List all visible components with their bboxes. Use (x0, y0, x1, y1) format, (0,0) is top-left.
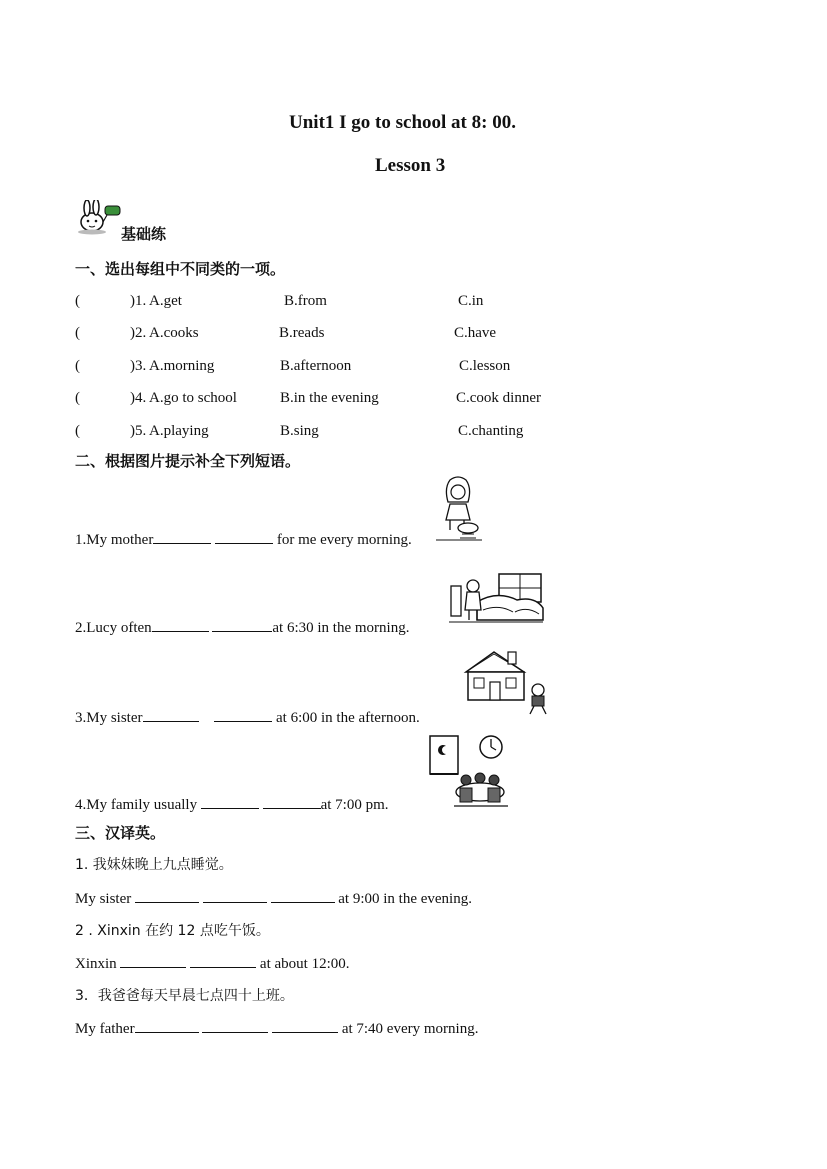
item-2-prefix: 2.Lucy often (75, 620, 152, 636)
row-1-number: )1. (130, 293, 147, 309)
translation-3-prefix: My father (75, 1021, 135, 1037)
item-2-suffix: at 6:30 in the morning. (272, 620, 410, 636)
row-3-option-a: A.morning (149, 358, 215, 374)
row-2-paren: ( (75, 325, 80, 341)
item-1-blank-1[interactable] (153, 529, 211, 544)
translation-1-suffix: at 9:00 in the evening. (334, 891, 472, 907)
row-4-paren: ( (75, 390, 80, 406)
row-1-option-c: C.in (458, 293, 484, 309)
translation-3-prompt: 3．我爸爸每天早晨七点四十上班。 (75, 988, 294, 1004)
girl-cooking-picture (436, 476, 482, 542)
translation-2-blank-2[interactable] (190, 953, 256, 968)
rabbit-mascot-icon (74, 200, 122, 236)
translation-1-prompt: 1. 我妹妹晚上九点睡觉。 (75, 857, 233, 873)
row-2-option-b: B.reads (279, 325, 325, 341)
row-4-option-b: B.in the evening (280, 390, 379, 406)
family-dinner-picture (426, 732, 510, 810)
row-3-paren: ( (75, 358, 80, 374)
translation-2-suffix: at about 12:00. (256, 956, 350, 972)
row-4-number: )4. (130, 390, 147, 406)
row-3-number: )3. (130, 358, 147, 374)
section-2-heading: 二、根据图片提示补全下列短语。 (75, 452, 301, 470)
item-3-prefix: 3.My sister (75, 710, 143, 726)
translation-1-blank-3[interactable] (271, 888, 335, 903)
item-4-prefix: 4.My family usually (75, 797, 201, 813)
translation-3-suffix: at 7:40 every morning. (338, 1021, 479, 1037)
translation-1-blank-1[interactable] (135, 888, 199, 903)
item-4-suffix: at 7:00 pm. (320, 797, 389, 813)
row-2-option-c: C.have (454, 325, 497, 341)
row-2-number: )2. (130, 325, 147, 341)
translation-3-blank-3[interactable] (272, 1018, 338, 1033)
translation-2-answer (75, 953, 350, 973)
item-2-blank-2[interactable] (212, 617, 272, 632)
girl-getting-up-picture (447, 572, 545, 624)
row-5-option-a: A.playing (149, 423, 209, 439)
item-1-prefix: 1.My mother (75, 532, 154, 548)
row-5-option-c: C.chanting (458, 423, 524, 439)
picture-item-1 (75, 529, 412, 549)
translation-3-answer (75, 1018, 478, 1038)
row-5-number: )5. (130, 423, 147, 439)
item-2-blank-1[interactable] (152, 617, 209, 632)
row-4-option-c: C.cook dinner (456, 390, 541, 406)
item-4-blank-1[interactable] (201, 794, 259, 809)
row-5-paren: ( (75, 423, 80, 439)
row-4-option-a: A.go to school (149, 390, 237, 406)
translation-1-prefix: My sister (75, 891, 135, 907)
item-1-suffix: for me every morning. (273, 532, 412, 548)
translation-2-prefix: Xinxin (75, 956, 121, 972)
translation-2-blank-1[interactable] (120, 953, 186, 968)
section-1-heading: 一、选出每组中不同类的一项。 (75, 260, 286, 278)
row-1-paren: ( (75, 293, 80, 309)
item-3-suffix: at 6:00 in the afternoon. (272, 710, 420, 726)
item-3-blank-2[interactable] (214, 707, 272, 722)
picture-item-4 (75, 794, 389, 814)
row-3-option-b: B.afternoon (280, 358, 352, 374)
translation-3-blank-2[interactable] (202, 1018, 268, 1033)
lesson-title: Lesson 3 (375, 155, 446, 176)
translation-1-answer (75, 888, 472, 908)
section-3-heading: 三、汉译英。 (75, 824, 166, 842)
boy-going-home-picture (462, 648, 550, 716)
translation-3-blank-1[interactable] (135, 1018, 199, 1033)
row-1-option-a: A.get (149, 293, 182, 309)
translation-2-prompt: 2 . Xinxin 在约 12 点吃午饭。 (75, 923, 270, 939)
row-5-option-b: B.sing (280, 423, 319, 439)
picture-item-3 (75, 707, 420, 727)
picture-item-2 (75, 617, 409, 637)
row-2-option-a: A.cooks (149, 325, 199, 341)
exercise-badge-label: 基础练 (121, 225, 167, 243)
page-title: Unit1 I go to school at 8: 00. (289, 112, 516, 133)
item-1-blank-2[interactable] (215, 529, 273, 544)
item-4-blank-2[interactable] (263, 794, 321, 809)
translation-1-blank-2[interactable] (203, 888, 267, 903)
row-3-option-c: C.lesson (459, 358, 511, 374)
row-1-option-b: B.from (284, 293, 327, 309)
item-3-blank-1[interactable] (143, 707, 199, 722)
